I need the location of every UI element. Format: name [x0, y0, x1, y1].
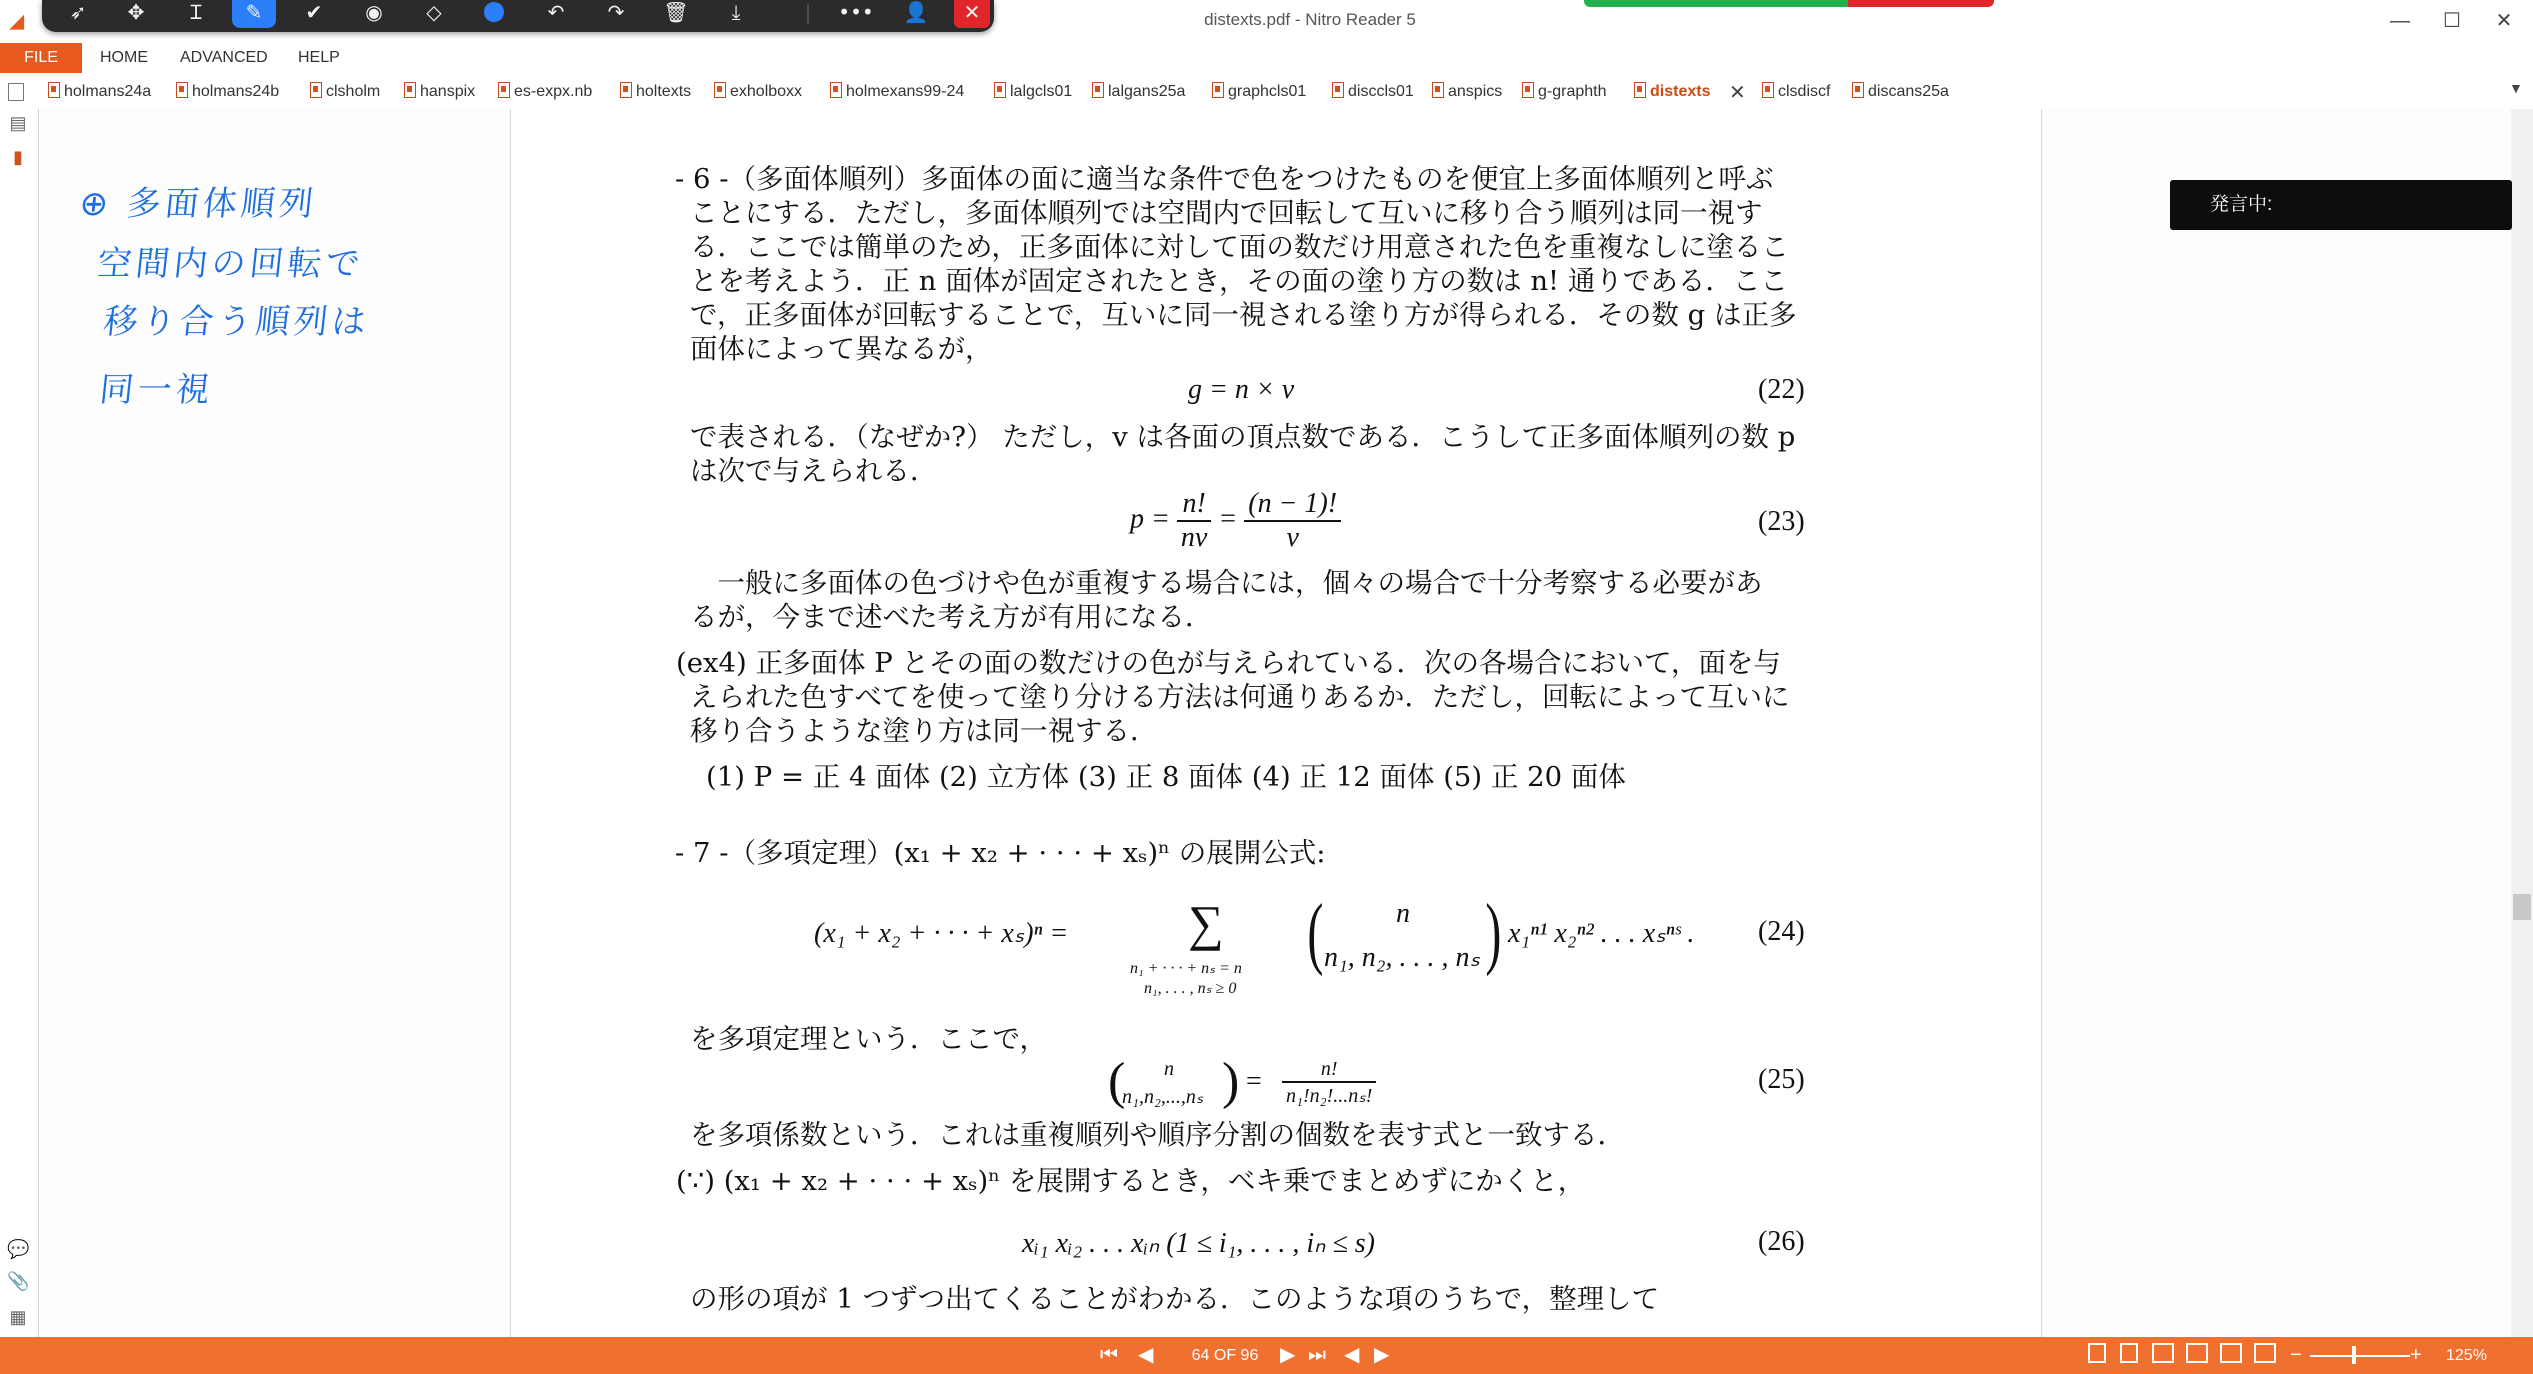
stamp-icon[interactable]: ◉	[365, 0, 383, 24]
binomial-bottom: n₁, n₂, . . . , nₛ	[1324, 942, 1480, 973]
equation-22: g = n × v	[1188, 374, 1295, 405]
layers-panel-icon[interactable]: ▦	[9, 1307, 27, 1327]
handwritten-note-line: 移り合う順列は	[101, 302, 372, 342]
facing-view-icon[interactable]	[2152, 1343, 2174, 1363]
continuous-view-icon[interactable]	[2120, 1343, 2138, 1363]
equation-23: p = $\frac{n!}{nv}$ = $\frac{(n - 1)!}{v}$	[1130, 488, 1341, 554]
attachments-panel-icon[interactable]: 📎	[7, 1271, 30, 1291]
tab-hanspix[interactable]: hanspix	[404, 80, 475, 104]
speech-status-label: 発言中:	[2210, 194, 2273, 215]
account-icon[interactable]: 👤	[903, 0, 929, 24]
doc-line: 面体によって異なるが，	[690, 333, 993, 365]
tab-overflow-chevron-icon[interactable]: ▼	[2509, 80, 2523, 96]
equation-26: xᵢ₁ xᵢ₂ . . . xᵢₙ (1 ≤ i₁, . . . , iₙ ≤ s)	[1022, 1228, 1375, 1259]
move-icon[interactable]: ✥	[127, 0, 145, 24]
sum-condition: n₁ + · · · + nₛ = n	[1130, 960, 1242, 977]
last-page-icon[interactable]: ⏭	[1308, 1344, 1326, 1366]
tab-holtexts[interactable]: holtexts	[620, 80, 691, 104]
tab-holmans24b[interactable]: holmans24b	[176, 80, 279, 104]
minimize-button[interactable]: —	[2390, 10, 2410, 32]
toolbar-divider: |	[804, 0, 812, 24]
eraser-icon[interactable]: ◇	[426, 0, 442, 24]
pen-toolbar	[42, 0, 994, 32]
equals-sign: =	[1246, 1066, 1262, 1097]
tab-graphcls01[interactable]: graphcls01	[1212, 80, 1306, 104]
progress-indicator-red	[1848, 0, 1994, 7]
doc-line: えられた色すべてを使って塗り分ける方法は何通りあるか．ただし，回転によって互いに	[690, 681, 1790, 713]
pdf-file-icon	[498, 82, 510, 98]
tab-lalgcls01[interactable]: lalgcls01	[994, 80, 1072, 104]
pdf-file-icon	[48, 82, 60, 98]
pdf-file-icon	[1092, 82, 1104, 98]
binomial-bracket: )	[1485, 889, 1502, 977]
tab-anspics[interactable]: anspics	[1432, 80, 1502, 104]
equation-number: (24)	[1758, 916, 1805, 947]
speech-status-box	[2170, 180, 2512, 230]
pdf-file-icon	[620, 82, 632, 98]
binomial-bottom: n₁,n₂,...,nₛ	[1122, 1086, 1204, 1108]
fit-page-icon[interactable]	[2254, 1343, 2276, 1363]
handwritten-note-line: 空間内の回転で	[95, 244, 366, 284]
pdf-file-icon	[1762, 82, 1774, 98]
pdf-file-icon	[1522, 82, 1534, 98]
handwritten-note-line: ⊕ 多面体順列	[77, 184, 320, 224]
tab-exholboxx[interactable]: exholboxx	[714, 80, 802, 104]
doc-line: で，正多面体が回転することで，互いに同一視される塗り方が得られる．その数 g は正多	[690, 299, 1797, 331]
next-page-icon[interactable]: ▶	[1280, 1344, 1296, 1366]
pages-panel-icon[interactable]: ▤	[9, 113, 27, 133]
tab-discans25a[interactable]: discans25a	[1852, 80, 1949, 104]
page-indicator[interactable]: 64 OF 96	[1191, 1347, 1259, 1364]
vertical-scrollbar[interactable]	[2511, 109, 2533, 1337]
first-page-icon[interactable]: ⏮	[1100, 1344, 1118, 1366]
pdf-file-icon	[404, 82, 416, 98]
doc-line: を多項係数という．これは重複順列や順序分割の個数を表す式と一致する．	[690, 1119, 1625, 1151]
fraction: $\frac{n!}{\text{n₁!n₂!...nₛ!}}$	[1282, 1058, 1376, 1108]
doc-line: 移り合うような塗り方は同一視する．	[690, 715, 1158, 747]
checkmark-icon[interactable]: ✔	[305, 0, 323, 24]
single-page-view-icon[interactable]	[2088, 1343, 2106, 1363]
back-view-icon[interactable]: ◀	[1344, 1344, 1360, 1366]
equation-number: (22)	[1758, 374, 1805, 405]
pdf-file-icon	[830, 82, 842, 98]
pdf-file-icon	[1634, 82, 1646, 98]
delete-icon[interactable]: 🗑	[663, 0, 689, 24]
doc-line: (ex4) 正多面体 P とその面の数だけの色が与えられている．次の各場合において，面を与	[676, 647, 1781, 679]
tab-lalgans25a[interactable]: lalgans25a	[1092, 80, 1185, 104]
zoom-slider[interactable]	[2310, 1355, 2410, 1357]
scrollbar-thumb[interactable]	[2513, 894, 2531, 920]
tab-list-icon[interactable]	[8, 83, 24, 101]
handwritten-note-line: 同一視	[97, 370, 216, 410]
menu-help[interactable]: HELP	[298, 49, 340, 66]
zoom-in-icon[interactable]: +	[2410, 1344, 2422, 1366]
binomial-bracket: )	[1222, 1053, 1240, 1110]
pdf-file-icon	[310, 82, 322, 98]
pen-icon[interactable]: ✎	[232, 0, 276, 28]
close-tab-icon[interactable]: ✕	[1729, 82, 1746, 104]
color-dot-icon	[484, 2, 504, 22]
close-toolbar-icon[interactable]: ✕	[954, 0, 990, 28]
doc-line: の形の項が 1 つずつ出てくることがわかる．このような項のうちで，整理して	[690, 1283, 1660, 1315]
doc-line: (∵) (x₁ + x₂ + · · · + xₛ)ⁿ を展開するとき，ベキ乗でまとめずにかくと，	[676, 1165, 1586, 1197]
tab-clsholm[interactable]: clsholm	[310, 80, 380, 104]
window-title: distexts.pdf - Nitro Reader 5	[1204, 10, 1416, 29]
sigma-symbol: ∑	[1188, 895, 1224, 951]
tab-disccls01[interactable]: disccls01	[1332, 80, 1414, 104]
progress-indicator-green	[1584, 0, 1848, 7]
exercise-cases: (1) P = 正 4 面体 (2) 立方体 (3) 正 8 面体 (4) 正 12 面体 (5) 正 20 面体	[706, 761, 1626, 793]
pdf-file-icon	[994, 82, 1006, 98]
text-cursor-icon[interactable]: Ɪ	[190, 0, 202, 24]
doc-line: - 6 -（多面体順列）多面体の面に適当な条件で色をつけたものを便宜上多面体順列と呼ぶ	[675, 163, 1774, 195]
comments-panel-icon[interactable]: 💬	[7, 1239, 30, 1259]
binomial-bracket: (	[1307, 889, 1324, 977]
doc-line: を多項定理という．ここで，	[690, 1023, 1047, 1055]
continuous-facing-view-icon[interactable]	[2186, 1343, 2208, 1363]
fit-width-icon[interactable]	[2220, 1343, 2242, 1363]
pdf-file-icon	[714, 82, 726, 98]
equation-number: (25)	[1758, 1064, 1805, 1095]
select-arrow-icon[interactable]: ➶	[69, 0, 87, 24]
binomial-top: n	[1164, 1058, 1174, 1080]
tab-distexts[interactable]: distexts	[1634, 80, 1710, 104]
doc-line: とを考えよう．正 n 面体が固定されたとき，その面の塗り方の数は n! 通りである．ここ	[690, 265, 1788, 297]
more-icon[interactable]: •••	[838, 0, 874, 24]
zoom-level[interactable]: 125%	[2446, 1347, 2487, 1364]
tab-es-expx[interactable]: es-expx.nb	[498, 80, 592, 104]
zoom-out-icon[interactable]: −	[2290, 1344, 2302, 1366]
redo-icon[interactable]: ↷	[607, 0, 625, 24]
menu-file[interactable]: FILE	[0, 43, 82, 73]
equation-24-lhs: (x₁ + x₂ + · · · + xₛ)ⁿ =	[814, 918, 1069, 949]
nitro-logo-icon: ◢	[10, 11, 24, 31]
color-picker[interactable]	[472, 0, 516, 28]
equation-number: (23)	[1758, 506, 1805, 537]
binomial-top: n	[1396, 898, 1410, 929]
forward-view-icon[interactable]: ▶	[1374, 1344, 1390, 1366]
tab-clsdiscf[interactable]: clsdiscf	[1762, 80, 1830, 104]
doc-line: る．ここでは簡単のため，正多面体に対して面の数だけ用意された色を重複なしに塗るこ	[690, 231, 1789, 263]
menu-bar	[0, 43, 2533, 73]
binomial-bracket: (	[1108, 1053, 1126, 1110]
equation-number: (26)	[1758, 1226, 1805, 1257]
undo-icon[interactable]: ↶	[547, 0, 565, 24]
doc-line: 一般に多面体の色づけや色が重複する場合には，個々の場合で十分考察する必要があ	[690, 567, 1763, 599]
pdf-file-icon	[176, 82, 188, 98]
tab-holmexans99-24[interactable]: holmexans99-24	[830, 80, 964, 104]
tab-holmans24a[interactable]: holmans24a	[48, 80, 151, 104]
pdf-file-icon	[1432, 82, 1444, 98]
left-sidebar	[0, 109, 39, 1337]
menu-advanced[interactable]: ADVANCED	[180, 49, 268, 66]
maximize-button[interactable]: ☐	[2443, 10, 2461, 32]
fraction: $\frac{n!}{nv}$	[1177, 488, 1211, 554]
menu-home[interactable]: HOME	[100, 49, 148, 66]
equation-24-rhs: x₁ⁿ¹ x₂ⁿ² . . . xₛⁿˢ .	[1508, 918, 1695, 949]
fraction: $\frac{(n - 1)!}{v}$	[1244, 488, 1341, 554]
previous-page-icon[interactable]: ◀	[1138, 1344, 1154, 1366]
pdf-file-icon	[1852, 82, 1864, 98]
tab-g-graphth[interactable]: g-graphth	[1522, 80, 1607, 104]
section-heading: - 7 -（多項定理）(x₁ + x₂ + · · · + xₛ)ⁿ の展開公式:	[675, 837, 1326, 869]
doc-line: ことにする．ただし，多面体順列では空間内で回転して互いに移り合う順列は同一視す	[690, 197, 1763, 229]
pdf-file-icon	[1212, 82, 1224, 98]
doc-line: は次で与えられる．	[690, 455, 938, 487]
doc-line: るが，今まで述べた考え方が有用になる．	[690, 601, 1213, 633]
close-window-button[interactable]: ✕	[2495, 10, 2513, 32]
doc-line: で表される．（なぜか?） ただし，v は各面の頂点数である．こうして正多面体順列の数 p	[690, 421, 1796, 453]
bookmarks-panel-icon[interactable]: ▮	[13, 147, 23, 167]
sum-condition: n₁, . . . , nₛ ≥ 0	[1144, 980, 1237, 997]
pdf-file-icon	[1332, 82, 1344, 98]
zoom-slider-thumb[interactable]	[2352, 1346, 2356, 1364]
save-download-icon[interactable]: ⤓	[731, 0, 741, 24]
